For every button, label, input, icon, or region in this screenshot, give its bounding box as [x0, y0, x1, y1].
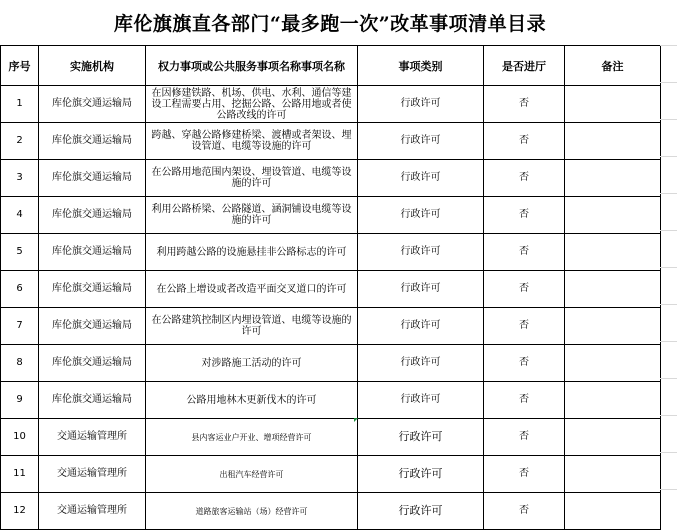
cell-comment-marker	[354, 418, 358, 422]
cell-in-hall: 否	[484, 419, 565, 456]
table-row	[1, 419, 661, 456]
cell-remark	[565, 86, 661, 123]
table-row	[1, 160, 661, 197]
cell-in-hall: 否	[484, 234, 565, 271]
cell-remark	[565, 197, 661, 234]
cell-remark	[565, 308, 661, 345]
cell-in-hall: 否	[484, 160, 565, 197]
cell-item-name: 对涉路施工活动的许可	[146, 345, 358, 382]
table-row	[1, 382, 661, 419]
table-row	[1, 271, 661, 308]
cell-remark	[565, 123, 661, 160]
cell-in-hall: 否	[484, 493, 565, 530]
cell-item-type: 行政许可	[358, 308, 484, 345]
cell-in-hall: 否	[484, 86, 565, 123]
cell-item-type: 行政许可	[358, 493, 484, 530]
spreadsheet-gridlines	[660, 45, 677, 519]
cell-item-type: 行政许可	[358, 197, 484, 234]
cell-no: 12	[1, 493, 39, 530]
cell-agency: 库伦旗交通运输局	[39, 234, 146, 271]
cell-no: 6	[1, 271, 39, 308]
cell-item-name: 利用公路桥梁、公路隧道、涵洞铺设电缆等设施的许可	[146, 197, 358, 234]
table-row	[1, 86, 661, 123]
cell-agency: 库伦旗交通运输局	[39, 308, 146, 345]
cell-item-type: 行政许可	[358, 86, 484, 123]
cell-item-type: 行政许可	[358, 419, 484, 456]
cell-remark	[565, 456, 661, 493]
cell-no: 8	[1, 345, 39, 382]
table-row	[1, 493, 661, 530]
cell-remark	[565, 419, 661, 456]
cell-remark	[565, 345, 661, 382]
cell-item-type: 行政许可	[358, 160, 484, 197]
cell-agency: 库伦旗交通运输局	[39, 271, 146, 308]
cell-agency: 库伦旗交通运输局	[39, 382, 146, 419]
cell-in-hall: 否	[484, 197, 565, 234]
header-agency: 实施机构	[39, 46, 146, 86]
cell-agency: 交通运输管理所	[39, 456, 146, 493]
cell-remark	[565, 234, 661, 271]
cell-no: 10	[1, 419, 39, 456]
cell-remark	[565, 382, 661, 419]
cell-agency: 库伦旗交通运输局	[39, 197, 146, 234]
cell-in-hall: 否	[484, 123, 565, 160]
cell-item-name: 在公路建筑控制区内埋设管道、电缆等设施的许可	[146, 308, 358, 345]
cell-in-hall: 否	[484, 308, 565, 345]
header-in-hall: 是否进厅	[484, 46, 565, 86]
item-list-table	[0, 45, 661, 530]
cell-item-name: 公路用地林木更新伐木的许可	[146, 382, 358, 419]
page-title: 库伦旗旗直各部门“最多跑一次”改革事项清单目录	[113, 13, 547, 35]
cell-no: 4	[1, 197, 39, 234]
cell-no: 3	[1, 160, 39, 197]
header-item-name: 权力事项或公共服务事项名称事项名称	[146, 46, 358, 86]
table-row	[1, 456, 661, 493]
cell-agency: 库伦旗交通运输局	[39, 123, 146, 160]
header-item-type: 事项类别	[358, 46, 484, 86]
cell-remark	[565, 160, 661, 197]
cell-item-type: 行政许可	[358, 271, 484, 308]
cell-item-type: 行政许可	[358, 382, 484, 419]
cell-item-type: 行政许可	[358, 123, 484, 160]
table-header-row	[1, 46, 661, 86]
cell-no: 7	[1, 308, 39, 345]
header-remark: 备注	[565, 46, 661, 86]
cell-item-name: 出租汽车经营许可	[146, 456, 358, 493]
cell-item-name: 利用跨越公路的设施悬挂非公路标志的许可	[146, 234, 358, 271]
cell-in-hall: 否	[484, 271, 565, 308]
cell-no: 2	[1, 123, 39, 160]
table-row	[1, 308, 661, 345]
cell-item-name: 在公路用地范围内架设、埋设管道、电缆等设施的许可	[146, 160, 358, 197]
cell-in-hall: 否	[484, 382, 565, 419]
cell-item-name: 在公路上增设或者改造平面交叉道口的许可	[146, 271, 358, 308]
cell-agency: 库伦旗交通运输局	[39, 86, 146, 123]
cell-item-type: 行政许可	[358, 345, 484, 382]
cell-agency: 库伦旗交通运输局	[39, 345, 146, 382]
cell-item-name: 道路旅客运输站（场）经营许可	[146, 493, 358, 530]
cell-remark	[565, 493, 661, 530]
cell-agency: 库伦旗交通运输局	[39, 160, 146, 197]
cell-no: 9	[1, 382, 39, 419]
cell-item-name: 县内客运业户开业、增项经营许可	[146, 419, 358, 456]
cell-no: 5	[1, 234, 39, 271]
table-row	[1, 123, 661, 160]
cell-no: 11	[1, 456, 39, 493]
cell-in-hall: 否	[484, 456, 565, 493]
cell-item-type: 行政许可	[358, 234, 484, 271]
cell-item-name: 跨越、穿越公路修建桥梁、渡槽或者架设、埋设管道、电缆等设施的许可	[146, 123, 358, 160]
cell-agency: 交通运输管理所	[39, 493, 146, 530]
table-row	[1, 234, 661, 271]
cell-agency: 交通运输管理所	[39, 419, 146, 456]
cell-remark	[565, 271, 661, 308]
table-row	[1, 197, 661, 234]
cell-item-name: 在因修建铁路、机场、供电、水利、通信等建设工程需要占用、挖掘公路、公路用地或者使公路改线的许可	[146, 86, 358, 123]
table-row	[1, 345, 661, 382]
cell-no: 1	[1, 86, 39, 123]
cell-in-hall: 否	[484, 345, 565, 382]
cell-item-type: 行政许可	[358, 456, 484, 493]
header-no: 序号	[1, 46, 39, 86]
